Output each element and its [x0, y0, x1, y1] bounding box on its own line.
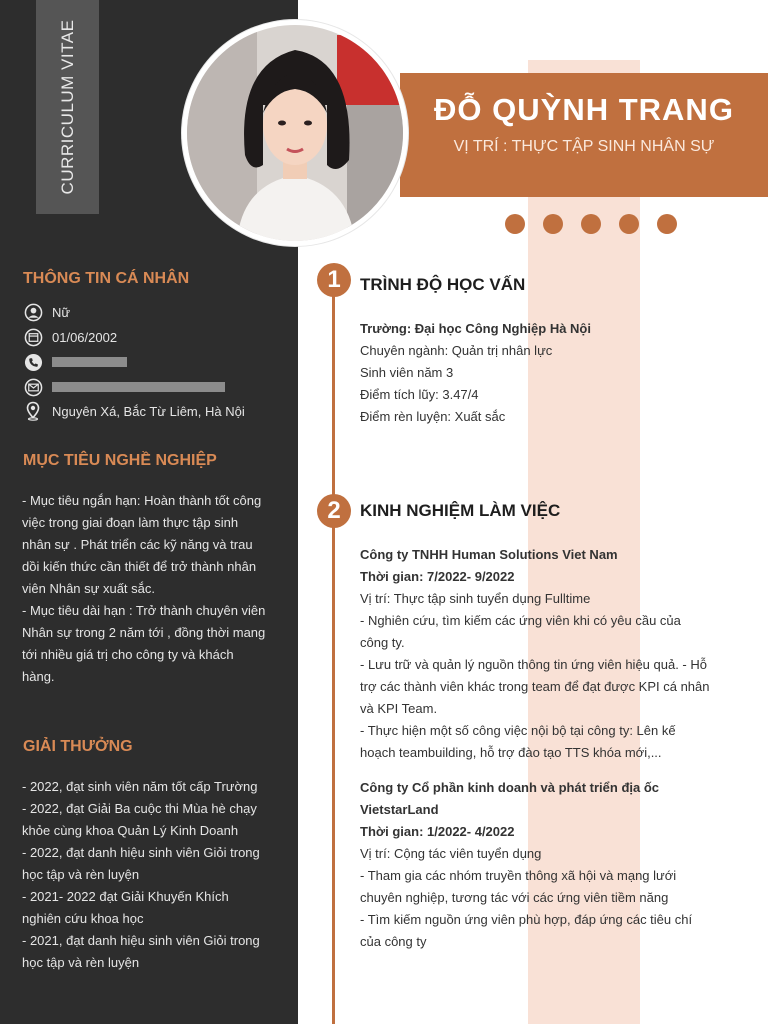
award-line: - 2022, đạt Giải Ba cuộc thi Mùa hè chạy [22, 801, 257, 816]
job-line: - Lưu trữ và quản lý nguồn thông tin ứng viên hiệu quả. - Hỗ [360, 657, 707, 672]
dob-row [23, 327, 117, 347]
goal-line: viên Nhân sự xuất sắc. [22, 581, 155, 596]
goal-line: việc trong giai đoạn làm thực tập sinh [22, 515, 239, 530]
job-entry-1 [360, 544, 730, 764]
dot [581, 214, 601, 234]
job-time: Thời gian: 7/2022- 9/2022 [360, 569, 515, 584]
award-line: - 2022, đạt sinh viên năm tốt cấp Trường [22, 779, 258, 794]
job-company: Công ty TNHH Human Solutions Viet Nam [360, 547, 618, 562]
address-row [23, 401, 245, 421]
gender-value: Nữ [52, 304, 71, 320]
award-line: học tập và rèn luyện [22, 867, 140, 882]
education-line: Sinh viên năm 3 [360, 365, 454, 380]
award-line: nghiên cứu khoa học [22, 911, 144, 926]
career-goals-heading: MỤC TIÊU NGHỀ NGHIỆP [23, 452, 217, 469]
phone-icon [23, 352, 43, 372]
job-company: VietstarLand [360, 802, 439, 817]
job-line: Vị trí: Thực tập sinh tuyển dụng Fulltime [360, 591, 591, 606]
award-line: khỏe cùng khoa Quản Lý Kinh Doanh [22, 823, 239, 838]
cv-label-tab [36, 0, 99, 214]
career-goals-text [22, 490, 278, 688]
job-line: Vị trí: Cộng tác viên tuyển dụng [360, 846, 542, 861]
job-line: của công ty [360, 934, 427, 949]
job-line: chuyên nghiệp, tương tác với các ứng viên tiềm năng [360, 890, 669, 905]
education-line: Điểm rèn luyện: Xuất sắc [360, 409, 506, 424]
gender-row [23, 302, 70, 322]
dot [619, 214, 639, 234]
dot [543, 214, 563, 234]
education-line: Chuyên ngành: Quản trị nhân lực [360, 343, 553, 358]
dob-value: 01/06/2002 [52, 329, 118, 345]
goal-line: Nhân sự trong 2 năm tới , đồng thời mang [22, 625, 266, 640]
calendar-icon [23, 327, 43, 347]
timeline-line [332, 290, 335, 1024]
award-line: - 2022, đạt danh hiệu sinh viên Giỏi trong [22, 845, 260, 860]
email-row [23, 377, 225, 397]
awards-heading: GIẢI THƯỞNG [23, 738, 133, 755]
awards-text [22, 776, 278, 974]
education-line: Điểm tích lũy: 3.47/4 [360, 387, 479, 402]
job-line: và KPI Team. [360, 701, 438, 716]
job-line: công ty. [360, 635, 405, 650]
dot [657, 214, 677, 234]
email-redacted [52, 382, 225, 392]
award-line: - 2021- 2022 đạt Giải Khuyến Khích [22, 889, 229, 904]
job-line: - Tìm kiếm nguồn ứng viên phù hợp, đáp ứng các tiêu chí [360, 912, 693, 927]
goal-line: nhân sự . Phát triển các kỹ năng và trau [22, 537, 253, 552]
job-line: - Nghiên cứu, tìm kiếm các ứng viên khi có yêu cầu của [360, 613, 681, 628]
job-entry-2 [360, 777, 730, 953]
goal-line: - Mục tiêu dài hạn : Trở thành chuyên viên [22, 603, 266, 618]
job-line: trợ các thành viên khác trong team để đạt được KPI cá nhân [360, 679, 710, 694]
phone-redacted [52, 357, 127, 367]
goal-line: dồi kiến thức cần thiết để trở thành nhân [22, 559, 257, 574]
goal-line: hàng. [22, 669, 55, 684]
education-title: TRÌNH ĐỘ HỌC VẤN [360, 275, 526, 294]
job-line: hoạch teambuilding, hỗ trợ đào tạo TTS khóa mới,... [360, 745, 662, 760]
goal-line: tới nhiều giá trị cho công ty và khách [22, 647, 234, 662]
job-line: - Tham gia các nhóm truyền thông xã hội và mạng lưới [360, 868, 677, 883]
section-number-1: 1 [317, 263, 351, 297]
job-time: Thời gian: 1/2022- 4/2022 [360, 824, 515, 839]
cv-label: CURRICULUM VITAE [57, 19, 77, 195]
job-line: - Thực hiện một số công việc nội bộ tại công ty: Lên kế [360, 723, 676, 738]
phone-row [23, 352, 127, 372]
experience-title: KINH NGHIỆM LÀM VIỆC [360, 501, 561, 520]
address-value: Nguyên Xá, Bắc Từ Liêm, Hà Nội [52, 403, 245, 419]
award-line: - 2021, đạt danh hiệu sinh viên Giỏi trong [22, 933, 260, 948]
goal-line: - Mục tiêu ngắn hạn: Hoàn thành tốt công [22, 493, 262, 508]
education-school: Trường: Đại học Công Nghiệp Hà Nội [360, 321, 591, 336]
award-line: học tập và rèn luyện [22, 955, 140, 970]
section-number-2: 2 [317, 494, 351, 528]
candidate-name: ĐỖ QUỲNH TRANG [434, 92, 734, 127]
candidate-position: VỊ TRÍ : THỰC TẬP SINH NHÂN SỰ [453, 138, 715, 155]
education-details [360, 318, 730, 428]
profile-photo [182, 20, 408, 246]
dot [505, 214, 525, 234]
email-icon [23, 377, 43, 397]
user-icon [23, 302, 43, 322]
job-company: Công ty Cổ phần kinh doanh và phát triển địa ốc [360, 780, 660, 795]
personal-info-heading: THÔNG TIN CÁ NHÂN [23, 270, 190, 287]
location-pin-icon [23, 401, 43, 421]
decorative-dots [505, 214, 677, 234]
